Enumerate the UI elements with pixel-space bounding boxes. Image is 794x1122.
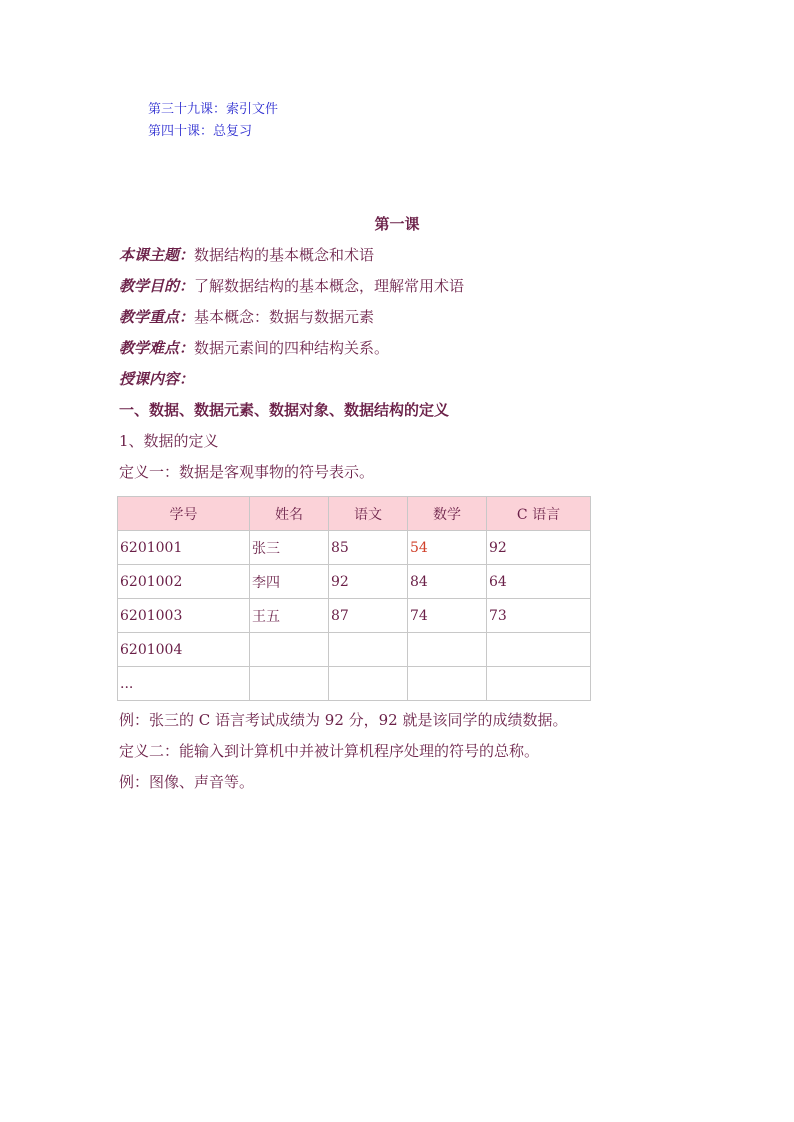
content-line — [119, 364, 679, 395]
example-one: 例：张三的 C 语言考试成绩为 92 分，92 就是该同学的成绩数据。 — [119, 711, 568, 729]
key-point-label: 教学重点： — [119, 308, 195, 326]
table-cell — [329, 633, 408, 667]
table-cell — [408, 633, 487, 667]
key-point-line — [119, 302, 679, 333]
difficulty-label: 教学难点： — [119, 339, 195, 357]
table-cell — [329, 667, 408, 701]
key-point-text: 基本概念：数据与数据元素 — [194, 308, 375, 326]
example-two: 例：图像、声音等。 — [119, 773, 255, 791]
definition-two: 定义二：能输入到计算机中并被计算机程序处理的符号的总称。 — [119, 742, 540, 760]
goal-label: 教学目的： — [119, 277, 195, 295]
post-table-content — [119, 705, 719, 798]
topic-text: 数据结构的基本概念和术语 — [194, 246, 375, 264]
goal-line — [119, 271, 679, 302]
lesson-title: 第一课 — [374, 215, 420, 233]
difficulty-line — [119, 333, 679, 364]
header-c-language: C 语言 — [487, 497, 591, 531]
table-cell — [250, 633, 329, 667]
table-of-contents — [148, 99, 278, 143]
table-cell — [487, 667, 591, 701]
topic-label: 本课主题： — [119, 246, 195, 264]
table-row — [118, 633, 591, 667]
table-cell: ... — [118, 667, 250, 701]
table-cell: 6201001 — [118, 531, 250, 565]
table-row — [118, 531, 591, 565]
table-row — [118, 667, 591, 701]
table-cell: 64 — [487, 565, 591, 599]
subsection-heading: 1、数据的定义 — [119, 432, 219, 450]
table-cell: 李四 — [250, 565, 329, 599]
table-cell: 6201003 — [118, 599, 250, 633]
table-row — [118, 565, 591, 599]
section-heading: 一、数据、数据元素、数据对象、数据结构的定义 — [119, 401, 450, 419]
table-cell-highlighted: 54 — [408, 531, 487, 565]
table-cell: 6201004 — [118, 633, 250, 667]
table-cell — [250, 667, 329, 701]
toc-item-lesson-39[interactable]: 第三十九课：索引文件 — [148, 102, 279, 117]
table-cell: 92 — [487, 531, 591, 565]
table-cell — [408, 667, 487, 701]
table-cell: 74 — [408, 599, 487, 633]
table-cell: 92 — [329, 565, 408, 599]
table-cell: 6201002 — [118, 565, 250, 599]
toc-item-lesson-40[interactable]: 第四十课：总复习 — [148, 124, 253, 139]
grades-table — [117, 496, 591, 701]
goal-text: 了解数据结构的基本概念，理解常用术语 — [194, 277, 465, 295]
table-cell: 85 — [329, 531, 408, 565]
table-cell: 73 — [487, 599, 591, 633]
definition-one: 定义一：数据是客观事物的符号表示。 — [119, 463, 375, 481]
table-header-row — [118, 497, 591, 531]
header-math: 数学 — [408, 497, 487, 531]
table-cell — [487, 633, 591, 667]
content-label: 授课内容： — [119, 370, 195, 388]
table-cell: 张三 — [250, 531, 329, 565]
table-cell: 84 — [408, 565, 487, 599]
header-name: 姓名 — [250, 497, 329, 531]
lesson-content — [119, 240, 679, 488]
table-cell: 87 — [329, 599, 408, 633]
header-chinese: 语文 — [329, 497, 408, 531]
header-student-id: 学号 — [118, 497, 250, 531]
topic-line — [119, 240, 679, 271]
table-row — [118, 599, 591, 633]
difficulty-text: 数据元素间的四种结构关系。 — [194, 339, 390, 357]
table-cell: 王五 — [250, 599, 329, 633]
